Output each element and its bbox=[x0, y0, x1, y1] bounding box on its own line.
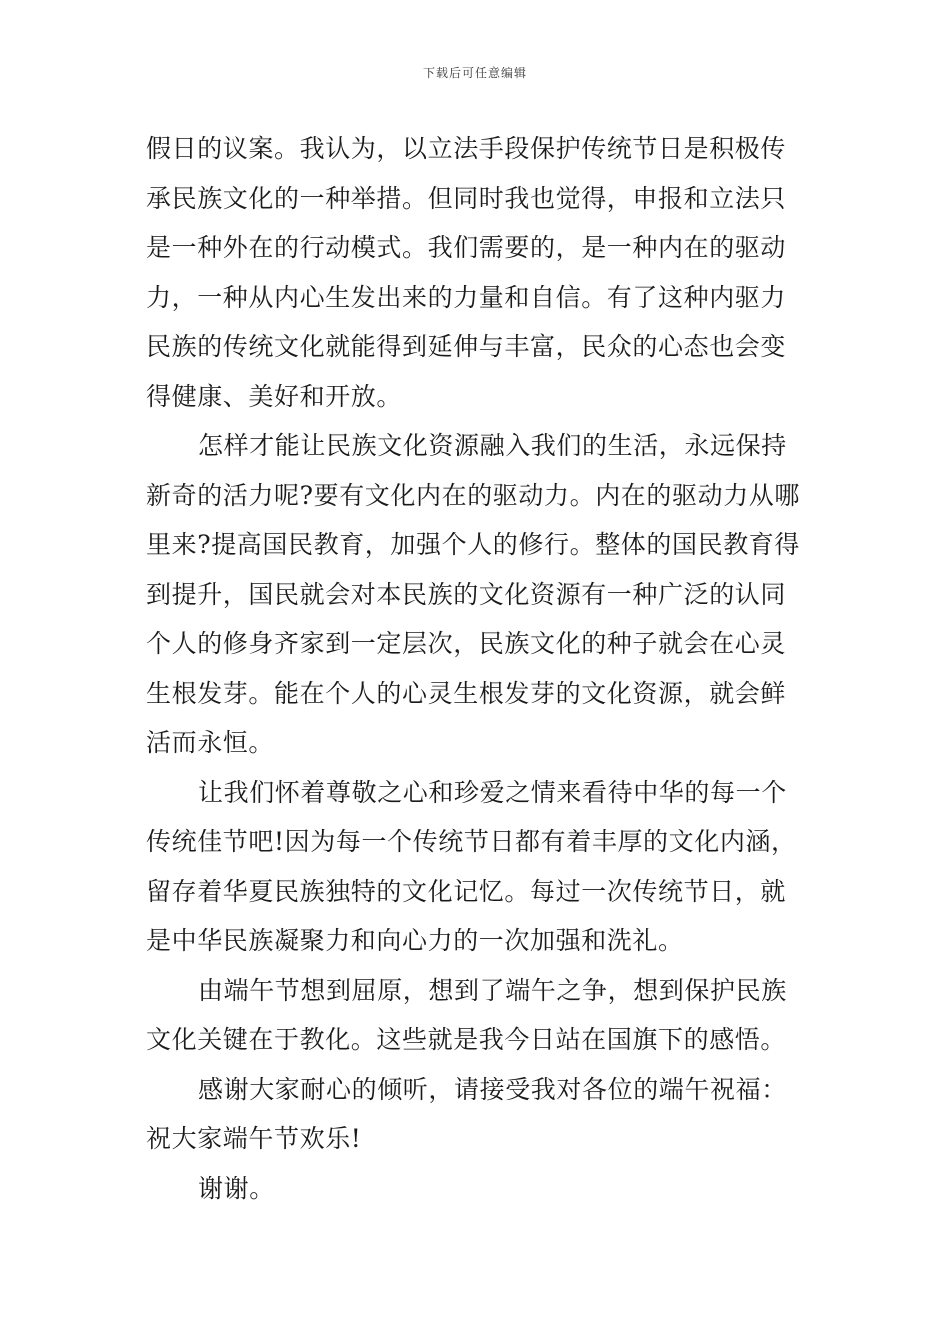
text-line: 祝大家端午节欢乐! bbox=[146, 1124, 362, 1153]
text-line: 民族的传统文化就能得到延伸与丰富，民众的心态也会变 bbox=[146, 332, 787, 361]
paragraph bbox=[146, 421, 808, 768]
text-line: 是一种外在的行动模式。我们需要的，是一种内在的驱动 bbox=[146, 233, 787, 262]
text-line: 个人的修身齐家到一定层次，民族文化的种子就会在心灵 bbox=[146, 629, 787, 658]
paragraph bbox=[146, 1065, 808, 1164]
text-line: 假日的议案。我认为，以立法手段保护传统节日是积极传 bbox=[146, 134, 787, 163]
text-line: 传统佳节吧!因为每一个传统节日都有着丰厚的文化内涵， bbox=[146, 827, 797, 856]
text-line: 留存着华夏民族独特的文化记忆。每过一次传统节日，就 bbox=[146, 876, 787, 906]
text-line: 由端午节想到屈原，想到了端午之争，想到保护民族 bbox=[198, 975, 787, 1005]
text-line: 承民族文化的一种举措。但同时我也觉得，申报和立法只 bbox=[146, 183, 787, 213]
paragraph bbox=[146, 966, 808, 1065]
text-line: 到提升，国民就会对本民族的文化资源有一种广泛的认同 bbox=[146, 579, 787, 609]
text-line: 活而永恒。 bbox=[146, 728, 275, 757]
paragraph bbox=[146, 124, 808, 421]
text-line: 谢谢。 bbox=[198, 1173, 275, 1203]
text-line: 生根发芽。能在个人的心灵生根发芽的文化资源，就会鲜 bbox=[146, 678, 787, 708]
paragraph bbox=[146, 1164, 808, 1214]
text-line: 感谢大家耐心的倾听，请接受我对各位的端午祝福： bbox=[198, 1074, 787, 1104]
document-body bbox=[146, 124, 808, 1213]
paragraph bbox=[146, 768, 808, 966]
text-line: 怎样才能让民族文化资源融入我们的生活，永远保持 bbox=[198, 431, 787, 460]
header-note: 下载后可任意编辑 bbox=[422, 66, 527, 80]
text-line: 力，一种从内心生发出来的力量和自信。有了这种内驱力 bbox=[146, 282, 787, 312]
text-line: 里来?提高国民教育，加强个人的修行。整体的国民教育得 bbox=[146, 530, 801, 559]
text-line: 让我们怀着尊敬之心和珍爱之情来看待中华的每一个 bbox=[198, 777, 787, 807]
text-line: 文化关键在于教化。这些就是我今日站在国旗下的感悟。 bbox=[146, 1025, 787, 1054]
text-line: 是中华民族凝聚力和向心力的一次加强和洗礼。 bbox=[146, 926, 684, 955]
text-line: 得健康、美好和开放。 bbox=[146, 381, 403, 411]
text-line: 新奇的活力呢?要有文化内在的驱动力。内在的驱动力从哪 bbox=[146, 480, 801, 510]
